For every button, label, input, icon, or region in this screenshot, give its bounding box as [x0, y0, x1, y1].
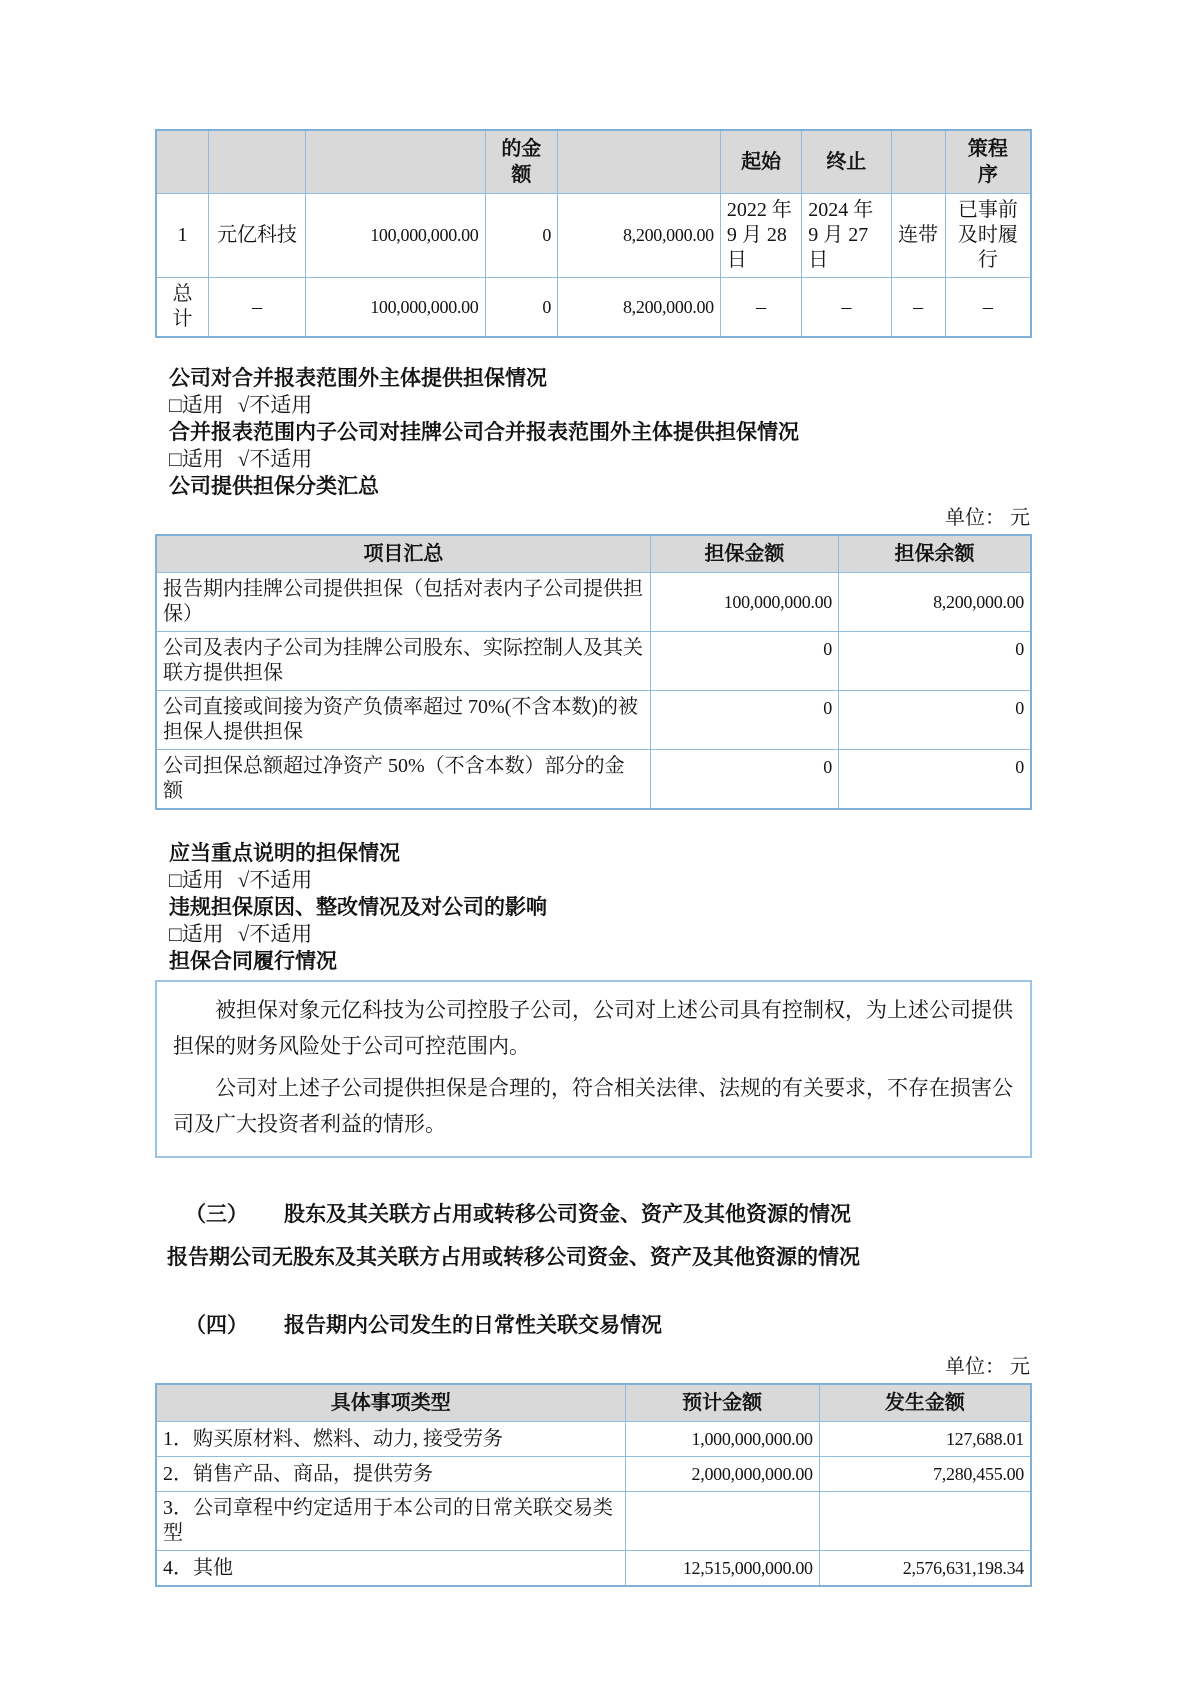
- check-mark-icon: √: [237, 868, 250, 892]
- total-guarantee-amount-cell: 100,000,000.00: [306, 278, 485, 338]
- header-row: [156, 1384, 1031, 1422]
- transaction-type-cell: 4．其他: [156, 1551, 625, 1587]
- applicable-label: 适用: [181, 868, 224, 892]
- amount-cell: 0: [485, 194, 558, 278]
- column-header: 发生金额: [819, 1384, 1031, 1422]
- header-row: [156, 130, 1031, 194]
- applicability-line: [155, 392, 1032, 419]
- performance-note-box: [155, 980, 1032, 1158]
- column-header: 的金额: [485, 130, 558, 194]
- related-transactions-table: [155, 1383, 1032, 1587]
- checkbox-unchecked-icon: □: [169, 922, 182, 946]
- guarantee-summary-table: [155, 534, 1032, 810]
- table-cell: –: [945, 278, 1031, 338]
- page-content: [155, 0, 1032, 1587]
- checkbox-unchecked-icon: □: [169, 868, 182, 892]
- transaction-type-cell: 3．公司章程中约定适用于本公司的日常关联交易类型: [156, 1492, 625, 1551]
- key-guarantee-heading: 应当重点说明的担保情况: [169, 841, 400, 865]
- checkbox-unchecked-icon: □: [169, 393, 182, 417]
- actual-amount-cell: 7,280,455.00: [819, 1457, 1031, 1492]
- data-row: [156, 691, 1031, 750]
- estimated-amount-cell: 1,000,000,000.00: [625, 1422, 819, 1457]
- end-date-cell: 2024 年 9 月 27 日: [802, 194, 891, 278]
- estimated-amount-cell: 2,000,000,000.00: [625, 1457, 819, 1492]
- total-balance-cell: 8,200,000.00: [558, 278, 721, 338]
- transaction-type-cell: 1．购买原材料、燃料、动力, 接受劳务: [156, 1422, 625, 1457]
- violation-heading: 违规担保原因、整改情况及对公司的影响: [169, 895, 547, 919]
- guarantee-balance-cell: 0: [839, 632, 1032, 691]
- contract-performance-heading: 担保合同履行情况: [169, 949, 337, 973]
- actual-amount-cell: 2,576,631,198.34: [819, 1551, 1031, 1587]
- guarantee-balance-cell: 8,200,000.00: [839, 573, 1032, 632]
- guarantee-amount-cell: 100,000,000.00: [306, 194, 485, 278]
- item-cell: 公司直接或间接为资产负债率超过 70%(不含本数)的被担保人提供担保: [156, 691, 650, 750]
- note-paragraph: 公司对上述子公司提供担保是合理的，符合相关法律、法规的有关要求，不存在损害公司及广大投资者利益的情形。: [173, 1076, 1013, 1136]
- applicable-label: 适用: [181, 922, 224, 946]
- column-header: 具体事项类型: [156, 1384, 625, 1422]
- column-header: 起始: [720, 130, 801, 194]
- guarantee-amount-cell: 0: [650, 750, 838, 810]
- procedure-cell: 已事前及时履行: [945, 194, 1031, 278]
- column-header: [209, 130, 306, 194]
- liability-type-cell: 连带: [891, 194, 945, 278]
- table-cell: –: [209, 278, 306, 338]
- data-row: [156, 1492, 1031, 1551]
- company-name-cell: 元亿科技: [209, 194, 306, 278]
- table-cell: –: [720, 278, 801, 338]
- guarantee-amount-cell: 0: [650, 632, 838, 691]
- column-header: 担保余额: [839, 535, 1032, 573]
- section-three-heading: [155, 1200, 1032, 1228]
- item-cell: 公司担保总额超过净资产 50%（不含本数）部分的金额: [156, 750, 650, 810]
- column-header: [891, 130, 945, 194]
- data-row: [156, 1422, 1031, 1457]
- check-mark-icon: √: [237, 447, 250, 471]
- seq-cell: 1: [156, 194, 209, 278]
- section-title: 股东及其关联方占用或转移公司资金、资产及其他资源的情况: [284, 1202, 851, 1226]
- estimated-amount-cell: 12,515,000,000.00: [625, 1551, 819, 1587]
- section-four-heading: [155, 1311, 1032, 1339]
- column-header: [558, 130, 721, 194]
- section-title: 报告期内公司发生的日常性关联交易情况: [284, 1313, 662, 1337]
- actual-amount-cell: 127,688.01: [819, 1422, 1031, 1457]
- applicability-line: [155, 867, 1032, 894]
- header-row: [156, 535, 1031, 573]
- guarantee-balance-cell: 0: [839, 691, 1032, 750]
- section-three-note: 报告期公司无股东及其关联方占用或转移公司资金、资产及其他资源的情况: [167, 1245, 860, 1269]
- balance-cell: 8,200,000.00: [558, 194, 721, 278]
- guarantee-balance-cell: 0: [839, 750, 1032, 810]
- actual-amount-cell: [819, 1492, 1031, 1551]
- not-applicable-label: 不适用: [249, 922, 313, 946]
- applicability-line: [155, 921, 1032, 948]
- section-number: （四）: [185, 1313, 248, 1337]
- external-guarantee-heading: 公司对合并报表范围外主体提供担保情况: [169, 366, 547, 390]
- data-row: [156, 194, 1031, 278]
- applicability-line: [155, 446, 1032, 473]
- check-mark-icon: √: [237, 393, 250, 417]
- column-header: 预计金额: [625, 1384, 819, 1422]
- column-header: 终止: [802, 130, 891, 194]
- unit-label: 单位： 元: [945, 1356, 1030, 1378]
- total-label-cell: 总计: [156, 278, 209, 338]
- checkbox-unchecked-icon: □: [169, 447, 182, 471]
- estimated-amount-cell: [625, 1492, 819, 1551]
- applicable-label: 适用: [181, 447, 224, 471]
- column-header: 项目汇总: [156, 535, 650, 573]
- data-row: [156, 1551, 1031, 1587]
- not-applicable-label: 不适用: [249, 447, 313, 471]
- table-cell: 0: [485, 278, 558, 338]
- data-row: [156, 1457, 1031, 1492]
- classification-heading: 公司提供担保分类汇总: [169, 474, 379, 498]
- column-header: [156, 130, 209, 194]
- data-row: [156, 632, 1031, 691]
- column-header: 策程序: [945, 130, 1031, 194]
- column-header: 担保金额: [650, 535, 838, 573]
- not-applicable-label: 不适用: [249, 393, 313, 417]
- check-mark-icon: √: [237, 922, 250, 946]
- note-paragraph: 被担保对象元亿科技为公司控股子公司，公司对上述公司具有控制权，为上述公司提供担保的财务风险处于公司可控范围内。: [173, 998, 1013, 1058]
- item-cell: 报告期内挂牌公司提供担保（包括对表内子公司提供担保）: [156, 573, 650, 632]
- total-row: [156, 278, 1031, 338]
- table-cell: –: [802, 278, 891, 338]
- subsidiary-guarantee-heading: 合并报表范围内子公司对挂牌公司合并报表范围外主体提供担保情况: [169, 420, 799, 444]
- transaction-type-cell: 2．销售产品、商品，提供劳务: [156, 1457, 625, 1492]
- guarantee-details-table: [155, 129, 1032, 338]
- start-date-cell: 2022 年 9 月 28 日: [720, 194, 801, 278]
- unit-label: 单位： 元: [945, 507, 1030, 529]
- table-cell: –: [891, 278, 945, 338]
- data-row: [156, 750, 1031, 810]
- guarantee-amount-cell: 0: [650, 691, 838, 750]
- guarantee-amount-cell: 100,000,000.00: [650, 573, 838, 632]
- column-header: [306, 130, 485, 194]
- data-row: [156, 573, 1031, 632]
- not-applicable-label: 不适用: [249, 868, 313, 892]
- item-cell: 公司及表内子公司为挂牌公司股东、实际控制人及其关联方提供担保: [156, 632, 650, 691]
- section-number: （三）: [185, 1202, 248, 1226]
- applicable-label: 适用: [181, 393, 224, 417]
